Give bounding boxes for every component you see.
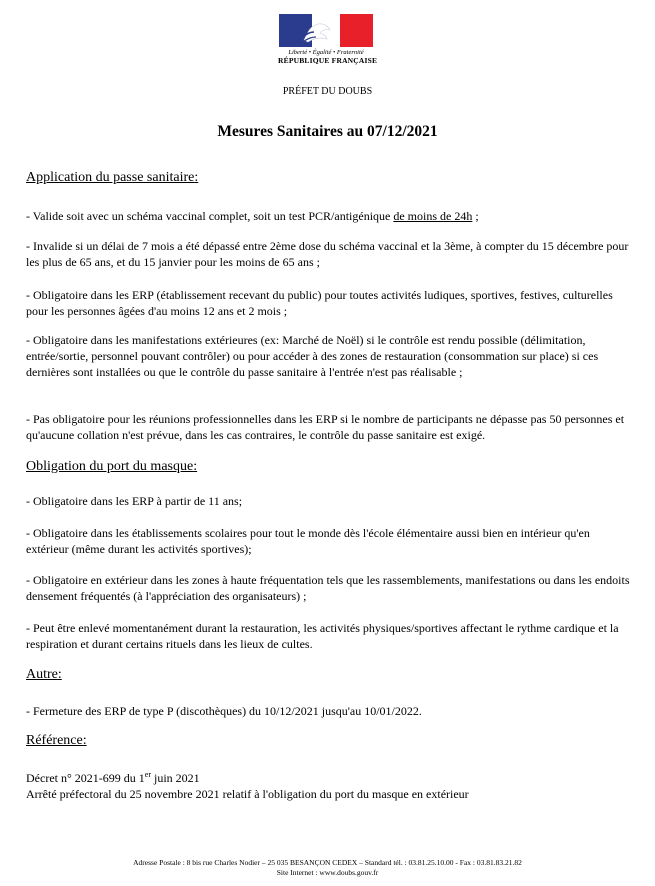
paragraph-passe-erp: - Obligatoire dans les ERP (établissement recevant du public) pour toutes activités ludiques, sportives, festives, culturelles pour les personnes âgées d'au moins 12 ans et 2 mois ; <box>26 288 613 318</box>
section-heading-passe-sanitaire: Application du passe sanitaire: <box>26 170 199 185</box>
underlined-duration: de moins de 24h <box>393 209 473 223</box>
page-footer <box>0 858 655 878</box>
prefecture-label: PRÉFET DU DOUBS <box>282 86 373 97</box>
republique-francaise-label: RÉPUBLIQUE FRANÇAISE <box>278 56 378 65</box>
paragraph-autre-fermeture: - Fermeture des ERP de type P (discothèques) du 10/12/2021 jusqu'au 10/01/2022. <box>26 704 422 718</box>
motto: Liberté • Égalité • Fraternité <box>288 49 364 56</box>
section-heading-autre: Autre: <box>26 667 62 682</box>
section-heading-port-du-masque: Obligation du port du masque: <box>26 459 198 474</box>
footer-website: Site Internet : www.doubs.gouv.fr <box>276 868 379 877</box>
paragraph-masque-scolaires: - Obligatoire dans les établissements scolaires pour tout le monde dès l'école élémentaire aussi bien en intérieur qu'en extérieur (même durant les activités sportives); <box>26 526 590 556</box>
marianne-profile-icon <box>300 18 336 44</box>
paragraph-passe-reunions: - Pas obligatoire pour les réunions professionnelles dans les ERP si le nombre de participants ne dépasse pas 50 personnes et qu'aucune collation n'est prévue, dans les cas contraires, le contrôle du passe sanitaire est exigé. <box>26 412 625 442</box>
footer-address: Adresse Postale : 8 bis rue Charles Nodier – 25 035 BESANÇON CEDEX – Standard tél. : 03.81.25.10.00 - Fax : 03.81.83.21.82 <box>133 858 522 867</box>
paragraph-passe-manifestations: - Obligatoire dans les manifestations extérieures (ex: Marché de Noël) si le contrôle est rendu possible (délimitation, entrée/sortie, personnel pouvant contrôler) ou pour accéder à des zones de restauration (consommation sur place) si ces dernières sont installées ou que le contrôle du passe sanitaire à l'entrée n'est pas réalisable ; <box>26 333 599 379</box>
paragraph-passe-invalide: - Invalide si un délai de 7 mois a été dépassé entre 2ème dose du schéma vaccinal et la 3ème, à compter du 15 décembre pour les plus de 65 ans, et du 15 janvier pour les moins de 65 ans ; <box>26 239 629 269</box>
document-title: Mesures Sanitaires au 07/12/2021 <box>217 123 438 140</box>
french-flag-icon <box>279 14 373 47</box>
paragraph-passe-valide: - Valide soit avec un schéma vaccinal complet, soit un test PCR/antigénique de moins de 24h ; <box>26 209 479 223</box>
paragraph-masque-exterieur: - Obligatoire en extérieur dans les zones à haute fréquentation tels que les rassemblements, manifestations ou dans les endoits densement fréquentés (à l'appréciation des organisateurs) ; <box>26 573 630 603</box>
section-heading-reference: Référence: <box>26 733 87 748</box>
reference-decret: Décret n° 2021-699 du 1er juin 2021 <box>26 770 200 785</box>
reference-arrete: Arrêté préfectoral du 25 novembre 2021 relatif à l'obligation du port du masque en extérieur <box>26 787 469 801</box>
republique-francaise-logo <box>278 14 378 65</box>
flag-white-band <box>312 14 340 47</box>
paragraph-masque-erp: - Obligatoire dans les ERP à partir de 11 ans; <box>26 494 243 508</box>
flag-red-band <box>340 14 373 47</box>
paragraph-masque-enleve: - Peut être enlevé momentanément durant la restauration, les activités physiques/sportives affectant le rythme cardique et la respiration et durant certains rituels dans les lieux de cultes. <box>26 621 619 651</box>
